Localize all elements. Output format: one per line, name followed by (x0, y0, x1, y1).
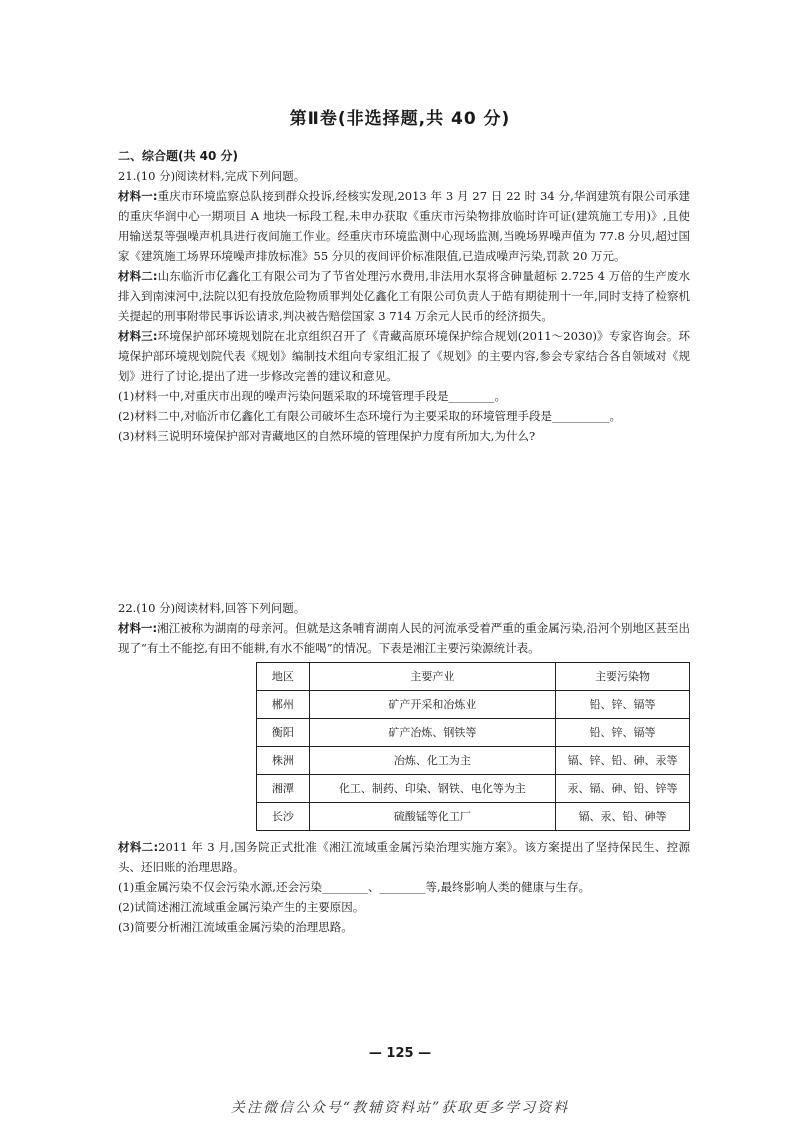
q21-sub-2: (2)材料二中,对临沂市亿鑫化工有限公司破坏生态环境行为主要采取的环境管理手段是__________。 (118, 409, 621, 423)
q21-head: 21.(10 分)阅读材料,完成下列问题。 (118, 169, 306, 183)
q22-sub-1: (1)重金属污染不仅会污染水源,还会污染________、________等,最终影响人类的健康与生存。 (118, 880, 591, 894)
table-header: 主要污染物 (556, 663, 690, 691)
table-cell: 湘潭 (257, 775, 310, 803)
section-title: 二、综合题(共 40 分) (118, 149, 239, 163)
table-cell: 株洲 (257, 747, 310, 775)
table-cell: 矿产开采和冶炼业 (309, 691, 555, 719)
q21-m3-text: 环境保护部环境规划院在北京组织召开了《青藏高原环境保护综合规划(2011～2030)》专家咨询会。环境保护部环境规划院代表《规划》编制技术组向专家组汇报了《规划》的主要内容,参会专家结合各自领域对《规划》进行了讨论,提出了进一步修改完善的建议和意见。 (118, 329, 690, 383)
q21-m1-text: 重庆市环境监察总队接到群众投诉,经核实发现,2013 年 3 月 27 日 22 时 34 分,华润建筑有限公司承建的重庆华润中心一期项目 A 地块一标段工程,未申办获取《重庆市污染物排放临时许可证(建筑施工专用)》,且使用输送泵等强噪声机具进行夜间施工作业。经重庆市环境监测中心现场监测,当晚场界噪声值为 77.8 分贝,超过国家《建筑施工场界环境噪声排放标准》55 分贝的夜间评价标准限值,已造成噪声污染,罚款 20 万元。 (118, 189, 690, 263)
q22-m1-label: 材料一: (118, 621, 158, 635)
q21-m2-text: 山东临沂市亿鑫化工有限公司为了节省处理污水费用,非法用水泵将含砷量超标 2.725 4 万倍的生产废水排入到南涑河中,法院以犯有投放危险物质罪判处亿鑫化工有限公司负责人于皓有期徒刑十一年,同时支持了检察机关提起的刑事附带民事诉讼请求,判决被告赔偿国家 3 714 万余元人民币的经济损失。 (118, 269, 690, 323)
table-cell: 化工、制药、印染、钢铁、电化等为主 (309, 775, 555, 803)
q21-sub-3: (3)材料三说明环境保护部对青藏地区的自然环境的管理保护力度有所加大,为什么? (118, 429, 536, 443)
q22-m1-text: 湘江被称为湖南的母亲河。但就是这条哺育湖南人民的河流承受着严重的重金属污染,沿河个别地区甚至出现了“有土不能挖,有田不能耕,有水不能喝”的情况。下表是湘江主要污染源统计表。 (118, 621, 690, 655)
footer-note: 关注微信公众号“教辅资料站”获取更多学习资料 (230, 1100, 570, 1116)
table-header-row (257, 663, 690, 691)
table-cell: 镉、锌、铅、砷、汞等 (556, 747, 690, 775)
table-cell: 矿产冶炼、钢铁等 (309, 719, 555, 747)
table-header: 地区 (257, 663, 310, 691)
question-21 (118, 166, 690, 446)
answer-space-q21[interactable] (118, 446, 690, 598)
question-22 (118, 598, 690, 937)
table-row (257, 719, 690, 747)
q22-sub-3: (3)简要分析湘江流域重金属污染的治理思路。 (118, 920, 353, 934)
q22-material-2 (118, 837, 690, 877)
table-cell: 铅、锌、镉等 (556, 691, 690, 719)
pollution-source-table (256, 662, 690, 831)
q21-m3-label: 材料三: (118, 329, 158, 343)
table-cell: 硫酸锰等化工厂 (309, 803, 555, 831)
q22-material-1 (118, 618, 690, 658)
table-cell: 长沙 (257, 803, 310, 831)
q22-sub-2: (2)试简述湘江流域重金属污染产生的主要原因。 (118, 900, 365, 914)
table-cell: 镉、汞、铅、砷等 (556, 803, 690, 831)
table-row (257, 775, 690, 803)
q22-head: 22.(10 分)阅读材料,回答下列问题。 (118, 601, 306, 615)
table-header: 主要产业 (309, 663, 555, 691)
table-cell: 冶炼、化工为主 (309, 747, 555, 775)
q21-m1-label: 材料一: (118, 189, 158, 203)
q21-material-1 (118, 186, 690, 266)
q21-sub-1: (1)材料一中,对重庆市出现的噪声污染问题采取的环境管理手段是________。 (118, 389, 506, 403)
table-cell: 铅、锌、镉等 (556, 719, 690, 747)
q21-material-3 (118, 326, 690, 386)
q22-m2-text: 2011 年 3 月,国务院正式批准《湘江流域重金属污染治理实施方案》。该方案提出了坚持保民生、控源头、还旧账的治理思路。 (118, 840, 690, 874)
table-row (257, 803, 690, 831)
table-cell: 汞、镉、砷、铅、锌等 (556, 775, 690, 803)
q22-m2-label: 材料二: (118, 840, 159, 854)
q21-m2-label: 材料二: (118, 269, 158, 283)
table-row (257, 691, 690, 719)
table-cell: 衡阳 (257, 719, 310, 747)
page-number: — 125 — (368, 1046, 432, 1061)
table-cell: 郴州 (257, 691, 310, 719)
page-title: 第Ⅱ卷(非选择题,共 40 分) (289, 109, 511, 129)
q21-material-2 (118, 266, 690, 326)
content (118, 146, 690, 937)
table-row (257, 747, 690, 775)
